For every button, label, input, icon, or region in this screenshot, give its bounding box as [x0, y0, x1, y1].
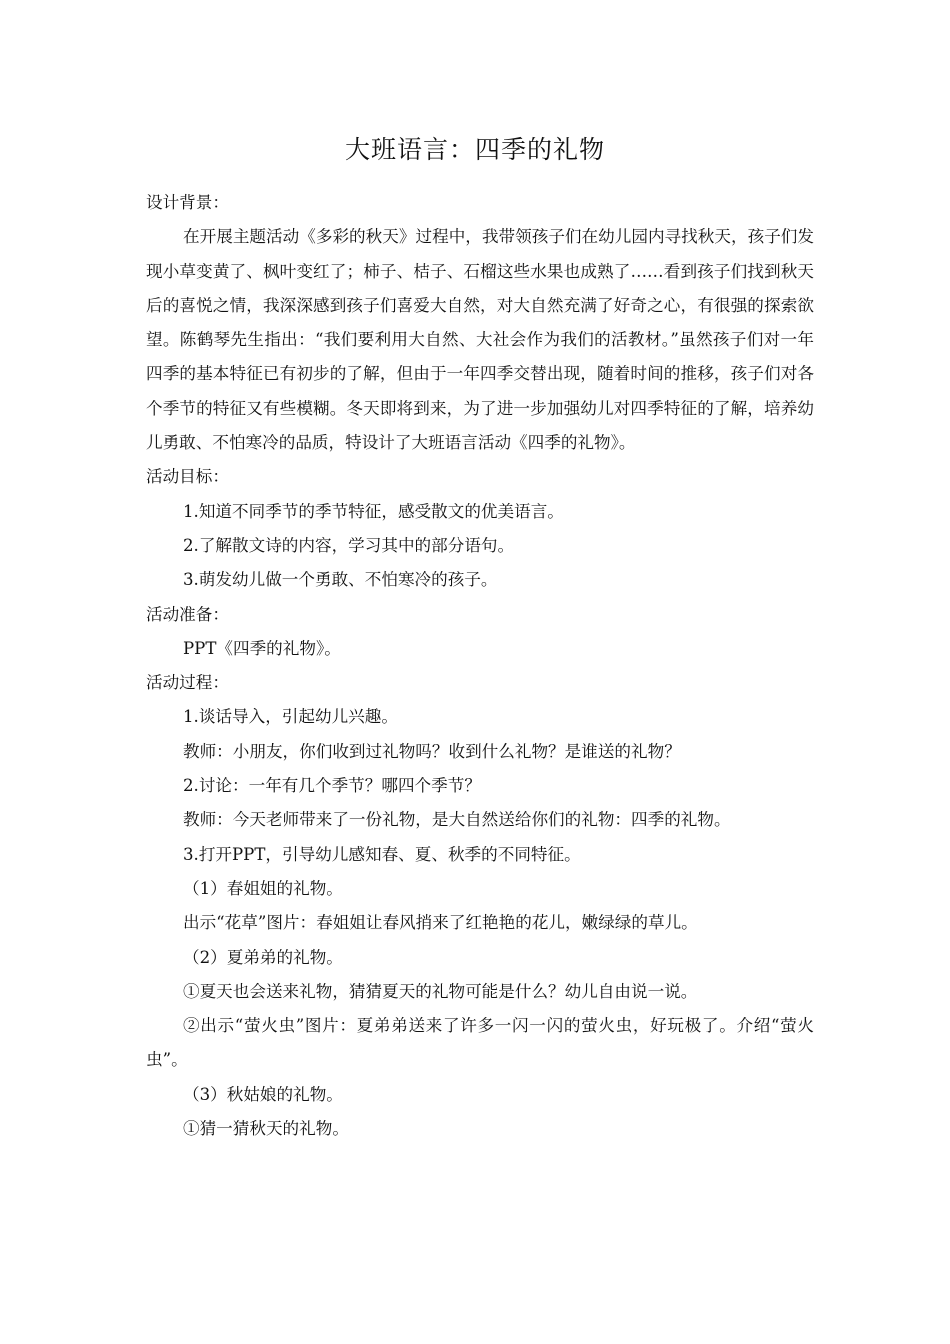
- process-substep: （2）夏弟弟的礼物。: [183, 947, 343, 967]
- process-step: 2.讨论：一年有几个季节？哪四个季节？: [183, 776, 481, 796]
- section-heading-preparation: 活动准备：: [146, 604, 229, 624]
- process-detail: 教师：小朋友，你们收到过礼物吗？收到什么礼物？是谁送的礼物？: [183, 741, 681, 761]
- goal-item: 1.知道不同季节的季节特征，感受散文的优美语言。: [183, 501, 564, 521]
- preparation-item: PPT《四季的礼物》。: [183, 638, 341, 658]
- process-detail: 出示“花草”图片：春姐姐让春风捎来了红艳艳的花儿，嫩绿绿的草儿。: [183, 913, 698, 933]
- goal-item: 2.了解散文诗的内容，学习其中的部分语句。: [183, 535, 515, 555]
- background-paragraph: 在开展主题活动《多彩的秋天》过程中，我带领孩子们在幼儿园内寻找秋天，孩子们发现小草变黄了、枫叶变红了；柿子、桔子、石榴这些水果也成熟了……看到孩子们找到秋天后的喜悦之情，我深深感到孩子们喜爱大自然，对大自然充满了好奇之心，有很强的探索欲望。陈鹤琴先生指出：“我们要利用大自然、大社会作为我们的活教材。”虽然孩子们对一年四季的基本特征已有初步的了解，但由于一年四季交替出现，随着时间的推移，孩子们对各个季节的特征又有些模糊。冬天即将到来，为了进一步加强幼儿对四季特征的了解，培养幼儿勇敢、不怕寒冷的品质，特设计了大班语言活动《四季的礼物》。: [146, 227, 814, 453]
- section-heading-process: 活动过程：: [146, 673, 229, 693]
- process-step: 3.打开PPT，引导幼儿感知春、夏、秋季的不同特征。: [183, 844, 581, 864]
- process-detail: ②出示“萤火虫”图片：夏弟弟送来了许多一闪一闪的萤火虫，好玩极了。介绍“萤火虫”。: [146, 1016, 814, 1070]
- process-detail: 教师：今天老师带来了一份礼物，是大自然送给你们的礼物：四季的礼物。: [183, 810, 731, 830]
- document-title: 大班语言：四季的礼物: [344, 135, 605, 164]
- goal-item: 3.萌发幼儿做一个勇敢、不怕寒冷的孩子。: [183, 570, 498, 590]
- section-heading-background: 设计背景：: [146, 193, 229, 212]
- document-body: [146, 186, 814, 1146]
- process-detail: ①夏天也会送来礼物，猜猜夏天的礼物可能是什么？幼儿自由说一说。: [183, 981, 698, 1001]
- section-heading-goals: 活动目标：: [146, 467, 229, 487]
- process-detail: ①猜一猜秋天的礼物。: [183, 1119, 349, 1139]
- process-step: 1.谈话导入，引起幼儿兴趣。: [183, 707, 398, 727]
- process-substep: （1）春姐姐的礼物。: [183, 878, 343, 898]
- process-substep: （3）秋姑娘的礼物。: [183, 1084, 343, 1104]
